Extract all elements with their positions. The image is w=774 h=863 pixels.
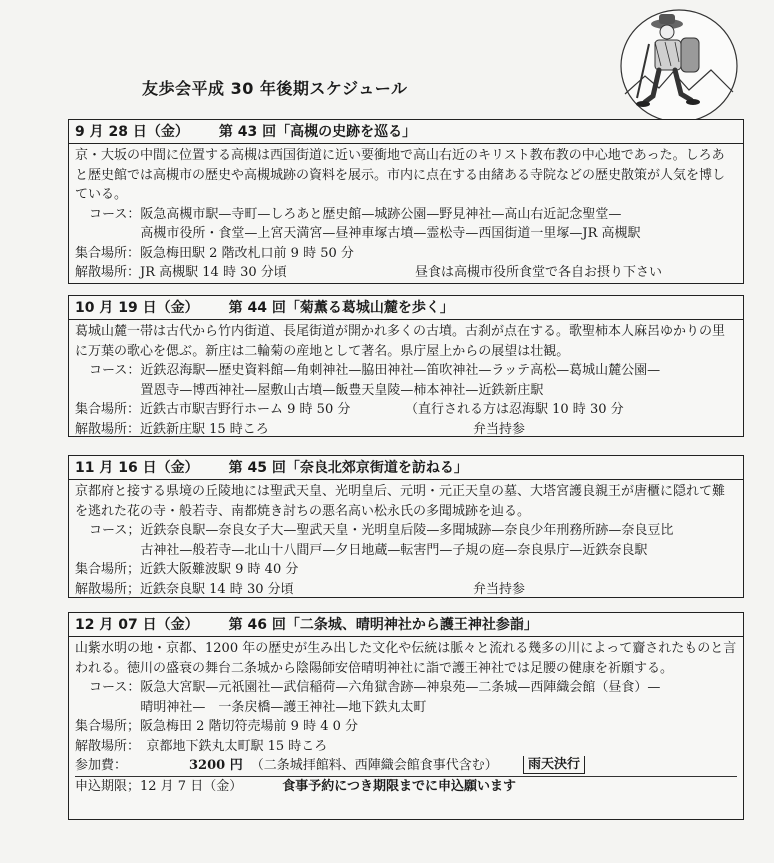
meeting-place: 集合場所：阪急梅田駅 2 階改札口前 9 時 50 分 — [75, 245, 354, 261]
event-title: 「高槻の史跡を巡る」 — [276, 124, 417, 140]
bento-note: 弁当持参 — [473, 421, 526, 437]
course-line: 近鉄忍海駅—歴史資料館—角刺神社—脇田神社—笛吹神社—ラッテ高松—葛城山麓公園— — [140, 363, 661, 378]
lunch-note: 昼食は高槻市役所食堂で各自お摂り下さい — [415, 265, 663, 280]
meeting-place: 集合場所：近鉄古市駅吉野行ホーム 9 時 50 分 — [75, 402, 351, 417]
bento-note: 弁当持参 — [473, 581, 526, 597]
event-block-43 — [68, 119, 744, 284]
event-number: 第 44 回 — [228, 300, 286, 316]
course-section — [75, 521, 737, 560]
event-date: 11 月 16 日（金） — [75, 460, 199, 476]
dismissal-place: 解散場所：JR 高槻駅 14 時 30 分頃 — [75, 265, 287, 280]
event-header — [69, 120, 743, 144]
rain-badge: 雨天決行 — [523, 756, 585, 774]
event-number: 第 46 回 — [228, 617, 286, 633]
event-date: 10 月 19 日（金） — [75, 300, 199, 316]
event-description: 京・大坂の中間に位置する高槻は西国街道に近い要衝地で高山右近のキリスト教布教の中心地であった。しろあと歴史館では高槻市の歴史や高槻城跡の資料を展示。市内に点在する由緒ある寺院などの歴史散策が人気を博している。 — [75, 148, 726, 202]
dismissal-place: 解散場所；近鉄奈良駅 14 時 30 分頃 — [75, 581, 294, 597]
fee-row — [75, 756, 737, 776]
event-title: 「二条城、晴明神社から護王神社参詣」 — [285, 617, 538, 633]
course-label: コース； — [89, 523, 141, 538]
course-line: 高槻市役所・食堂—上宮天満宮—昼神車塚古墳—霊松寺—西国街道一里塚—JR 高槻駅 — [140, 226, 641, 241]
deadline-row — [75, 776, 737, 797]
course-line: 晴明神社— 一条戻橋—護王神社—地下鉄丸太町 — [140, 699, 427, 715]
event-block-44 — [68, 295, 744, 437]
dismissal-place: 解散場所：近鉄新庄駅 15 時ころ — [75, 421, 269, 437]
meeting-place: 集合場所；阪急梅田 2 階切符売場前 9 時 4 0 分 — [75, 719, 359, 734]
direct-meeting-note: （直行される方は忍海駅 10 時 30 分 — [405, 402, 624, 417]
course-section — [75, 205, 737, 244]
deadline-note: 食事予約につき期限までに申込願います — [282, 778, 516, 794]
event-date: 12 月 07 日（金） — [75, 617, 199, 633]
dismissal-place: 解散場所： 京都地下鉄丸太町駅 15 時ころ — [75, 738, 328, 754]
course-label: コース： — [89, 680, 141, 695]
event-description: 京都府と接する県境の丘陵地には聖武天皇、光明皇后、元明・元正天皇の墓、大塔宮護良親王が唐櫃に隠れて難を逃れた花の寺・般若寺、南都焼き討ちの悪名高い松永氏の多聞城跡を辿る。 — [75, 484, 726, 519]
event-description: 葛城山麓一帯は古代から竹内街道、長尾街道が開かれ多くの古墳。古刹が点在する。歌聖柿本人麻呂ゆかりの里に万葉の歌心を偲ぶ。新庄は二輪菊の産地として著名。県庁屋上からの展望は壮観。 — [75, 324, 726, 359]
meeting-place: 集合場所；近鉄大阪難波駅 9 時 40 分 — [75, 562, 299, 577]
event-date: 9 月 28 日（金） — [75, 124, 189, 140]
course-section — [75, 361, 737, 400]
deadline: 申込期限；12 月 7 日（金） — [75, 778, 243, 794]
hiker-illustration — [615, 6, 743, 126]
course-line: 古神社—般若寺—北山十八間戸—夕日地蔵—転害門—子規の庭—奈良県庁—近鉄奈良駅 — [140, 542, 648, 558]
course-line: 置恩寺—博西神社—屋敷山古墳—飯豊天皇陵—柿本神社—近鉄新庄駅 — [140, 382, 544, 398]
course-line: 阪急高槻市駅—寺町—しろあと歴史館—城跡公園—野見神社—高山右近記念聖堂— — [140, 206, 622, 222]
page-title: 友歩会平成 30 年後期スケジュール — [142, 79, 408, 98]
event-header — [69, 296, 743, 320]
event-title: 「菊薫る葛城山麓を歩く」 — [285, 300, 454, 316]
event-block-46 — [68, 612, 744, 820]
fee-amount: 3200 円 — [189, 758, 243, 773]
event-block-45 — [68, 455, 744, 598]
event-description: 山紫水明の地・京都、1200 年の歴史が生み出した文化や伝統は脈々と流れる幾多の川によって齎されたものと言われる。徳川の盛衰の舞台二条城から陰陽師安倍晴明神社に詣で護王神社では足腰の健康を祈願する。 — [75, 641, 737, 676]
fee-label: 参加費： — [75, 758, 128, 773]
fee-note: （二条城拝館料、西陣織会館食事代含む） — [250, 758, 498, 773]
event-title: 「奈良北郊京街道を訪ねる」 — [285, 460, 468, 476]
course-line: 近鉄奈良駅—奈良女子大—聖武天皇・光明皇后陵—多聞城跡—奈良少年刑務所跡—奈良豆比 — [140, 523, 674, 538]
event-header — [69, 613, 743, 637]
event-header — [69, 456, 743, 480]
course-section — [75, 678, 737, 717]
event-number: 第 45 回 — [228, 460, 286, 476]
course-line: 阪急大宮駅—元祇園社—武信稲荷—六角獄舎跡—神泉苑—二条城—西陣織会館（昼食）— — [140, 680, 661, 695]
event-number: 第 43 回 — [218, 124, 277, 140]
course-label: コース： — [89, 363, 141, 378]
course-label: コース： — [89, 206, 141, 222]
